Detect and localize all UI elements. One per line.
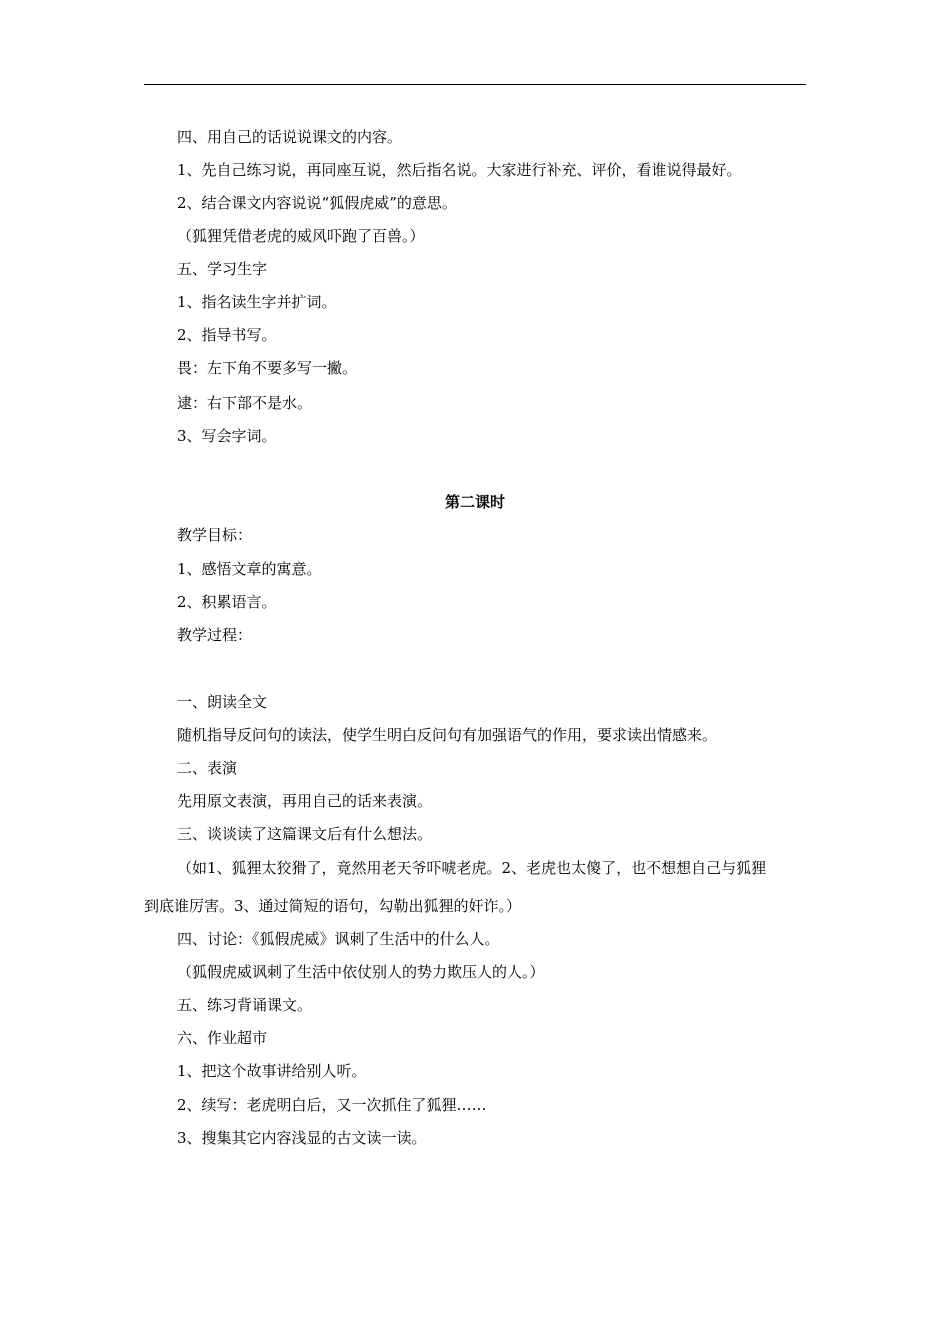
paragraph-line: 畏：左下角不要多写一撇。 [177,359,358,377]
step-heading: 一、朗读全文 [177,693,268,711]
goal-item: 1、感悟文章的寓意。 [177,560,322,578]
step-heading: 六、作业超市 [177,1029,268,1047]
step-heading: 四、讨论：《狐假虎威》讽刺了生活中的什么人。 [177,930,500,948]
header-rule [144,84,806,85]
step-heading: 五、练习背诵课文。 [177,996,313,1014]
paragraph-line: 随机指导反问句的读法，使学生明白反问句有加强语气的作用，要求读出情感来。 [177,726,718,744]
homework-item: 2、续写：老虎明白后，又一次抓住了狐狸…… [177,1096,487,1114]
paragraph-line: 先用原文表演，再用自己的话来表演。 [177,792,433,810]
homework-item: 1、把这个故事讲给别人听。 [177,1062,367,1080]
lesson-title: 第二课时 [444,493,505,511]
paragraph-line: 1、指名读生字并扩词。 [177,293,337,311]
step-heading: 三、谈谈读了这篇课文后有什么想法。 [177,825,433,843]
goals-label: 教学目标： [177,526,253,544]
homework-item: 3、搜集其它内容浅显的古文读一读。 [177,1129,427,1147]
section-heading-5: 五、学习生字 [177,260,268,278]
goal-item: 2、积累语言。 [177,593,277,611]
process-label: 教学过程： [177,626,253,644]
paragraph-line: 逮：右下部不是水。 [177,394,313,412]
paragraph-line: 1、先自己练习说，再同座互说，然后指名说。大家进行补充、评价，看谁说得最好。 [177,161,742,179]
paragraph-line: 2、结合课文内容说说“狐假虎威”的意思。 [177,194,457,212]
paragraph-line: （狐假虎威讽刺了生活中依仗别人的势力欺压人的人。） [177,963,545,981]
paragraph-line: （如1、狐狸太狡猾了，竟然用老天爷吓唬老虎。2、老虎也太傻了，也不想想自己与狐狸 [177,859,767,877]
section-heading-4: 四、用自己的话说说课文的内容。 [177,128,403,146]
paragraph-line: 3、写会字词。 [177,427,277,445]
paragraph-line: 2、指导书写。 [177,326,277,344]
paragraph-line: 到底谁厉害。3、通过简短的语句，勾勒出狐狸的奸诈。） [144,897,522,915]
paragraph-line: （狐狸凭借老虎的威风吓跑了百兽。） [177,227,425,245]
step-heading: 二、表演 [177,759,238,777]
